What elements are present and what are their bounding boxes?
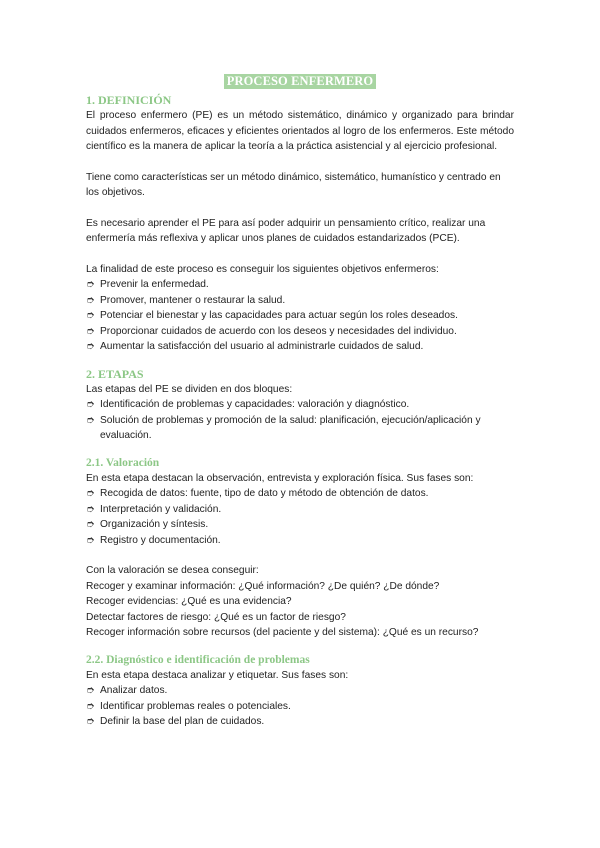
list-item: ➮ Potenciar el bienestar y las capacidades para actuar según los roles deseados. <box>86 308 514 324</box>
text-line: Con la valoración se desea conseguir: <box>86 565 259 576</box>
arrow-bullet-icon: ➮ <box>86 414 95 426</box>
document-body <box>86 93 514 730</box>
paragraph: Es necesario aprender el PE para así poder adquirir un pensamiento crítico, realizar una enfermería más reflexiva y aplicar unos planes de cuidados estandarizados (PCE). <box>86 217 486 244</box>
arrow-bullet-icon: ➮ <box>86 503 95 515</box>
paragraph: En esta etapa destacan la observación, entrevista y exploración física. Sus fases son: <box>86 472 474 484</box>
arrow-bullet-icon: ➮ <box>86 716 95 727</box>
list-item: ➮ Prevenir la enfermedad. <box>86 277 514 293</box>
arrow-bullet-icon: ➮ <box>86 279 95 290</box>
valoracion-phases-list <box>86 486 514 548</box>
section-heading-valoracion: 2.1. Valoración <box>86 456 160 469</box>
list-item: ➮ Proporcionar cuidados de acuerdo con los deseos y necesidades del individuo. <box>86 324 514 340</box>
arrow-bullet-icon: ➮ <box>86 399 95 410</box>
list-item: ➮ Solución de problemas y promoción de la salud: planificación, ejecución/aplicación y evaluación. <box>86 414 481 441</box>
text-line: Recoger y examinar información: ¿Qué información? ¿De quién? ¿De dónde? <box>86 580 440 592</box>
list-item: ➮ Aumentar la satisfacción del usuario al administrarle cuidados de salud. <box>86 339 514 355</box>
text-line: Recoger evidencias: ¿Qué es una evidencia? <box>86 596 292 607</box>
arrow-bullet-icon: ➮ <box>86 685 95 696</box>
text-line: Detectar factores de riesgo: ¿Qué es un factor de riesgo? <box>86 611 346 623</box>
section-heading-definicion: 1. DEFINICIÓN <box>86 93 172 107</box>
paragraph: El proceso enfermero (PE) es un método sistemático, dinámico y organizado para brindar cuidados enfermeros, eficaces y eficientes orientados al logro de los enfermeros. Este método científico es la manera de aplicar la teoría a la práctica asistencial y al ejercicio profesional. <box>86 110 514 152</box>
list-item: ➮ Identificación de problemas y capacidades: valoración y diagnóstico. <box>86 397 514 413</box>
section-heading-etapas: 2. ETAPAS <box>86 366 144 381</box>
etapas-list <box>86 397 514 444</box>
list-item: ➮ Identificar problemas reales o potenciales. <box>86 699 514 715</box>
list-item: ➮ Recogida de datos: fuente, tipo de dato y método de obtención de datos. <box>86 486 514 502</box>
section-heading-diagnostico: 2.2. Diagnóstico e identificación de problemas <box>86 653 310 666</box>
title-wrapper <box>0 72 600 90</box>
paragraph: En esta etapa destaca analizar y etiquetar. Sus fases son: <box>86 669 349 681</box>
objectives-list <box>86 277 514 355</box>
list-item: ➮ Registro y documentación. <box>86 533 514 549</box>
arrow-bullet-icon: ➮ <box>86 294 95 306</box>
list-item: ➮ Organización y síntesis. <box>86 517 514 533</box>
arrow-bullet-icon: ➮ <box>86 341 95 352</box>
text-line: Recoger información sobre recursos (del paciente y del sistema): ¿Qué es un recurso? <box>86 627 479 638</box>
arrow-bullet-icon: ➮ <box>86 519 95 530</box>
paragraph: Tiene como características ser un método dinámico, sistemático, humanístico y centrado en los objetivos. <box>86 171 501 198</box>
paragraph: La finalidad de este proceso es conseguir los siguientes objetivos enfermeros: <box>86 263 439 275</box>
arrow-bullet-icon: ➮ <box>86 534 95 546</box>
arrow-bullet-icon: ➮ <box>86 310 95 321</box>
list-item: ➮ Definir la base del plan de cuidados. <box>86 714 514 730</box>
paragraph: Las etapas del PE se dividen en dos bloques: <box>86 383 293 395</box>
list-item: ➮ Analizar datos. <box>86 683 514 699</box>
arrow-bullet-icon: ➮ <box>86 325 95 337</box>
list-item: ➮ Promover, mantener o restaurar la salud. <box>86 293 514 309</box>
list-item: ➮ Interpretación y validación. <box>86 502 514 518</box>
page-title: PROCESO ENFERMERO <box>224 74 377 89</box>
arrow-bullet-icon: ➮ <box>86 488 95 499</box>
arrow-bullet-icon: ➮ <box>86 700 95 712</box>
diagnostico-phases-list <box>86 683 514 730</box>
